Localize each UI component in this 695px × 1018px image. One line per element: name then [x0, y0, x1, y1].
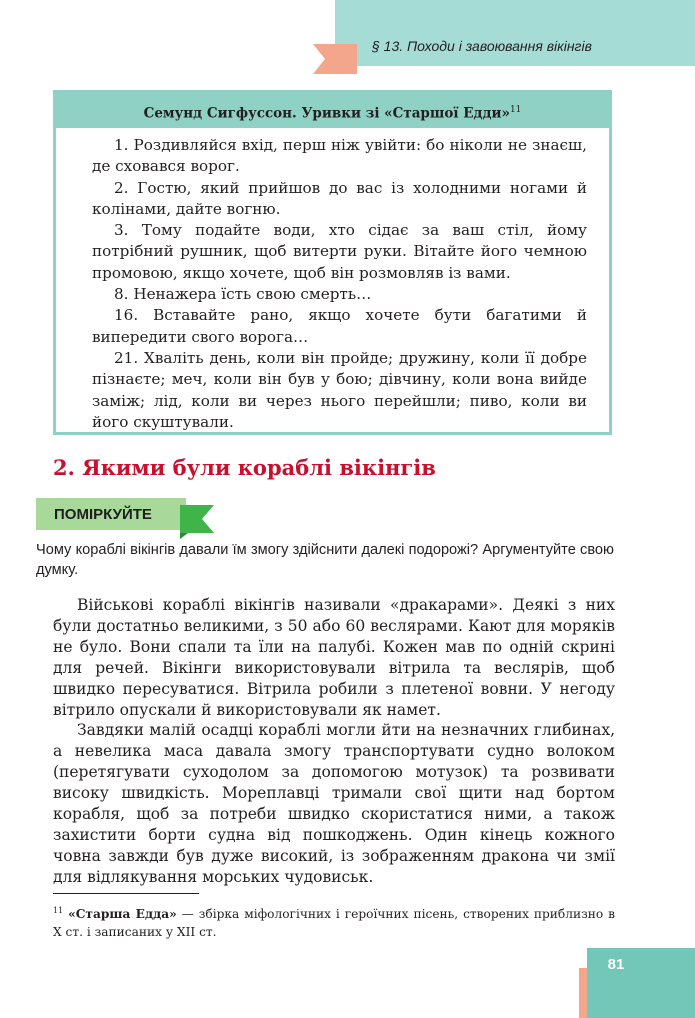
header-bar: [335, 0, 695, 66]
footnote: [53, 902, 615, 941]
body-paragraph: Військові кораблі вікінгів називали «дракарами». Деякі з них були достатньо великими, з 50 або 60 веслярами. Кают для моряків не було. Вони спали та їли на палубі. Кожен мав по одній скрині для речей. Вікінги використовували вітрила та веслярів, щоб швидко пересуватися. Вітрила робили з плетеної вовни. У негоду вітрило опускали й використовували як намет.: [53, 596, 615, 719]
think-question: Чому кораблі вікінгів давали їм змогу здійснити далекі подорожі? Аргументуйте свою думку.: [36, 542, 614, 578]
footnote-term: «Старша Едда»: [68, 907, 177, 922]
header-ribbon-icon: [313, 44, 357, 74]
quote-paragraph: 3. Тому подайте води, хто сідає за ваш стіл, йому потрібний рушник, щоб витерти руки. Вітайте його чемною промовою, якщо хочете, щоб він розмовляв із вами.: [92, 221, 587, 282]
chapter-title: § 13. Походи і завоювання вікінгів: [372, 38, 592, 54]
source-title: [56, 93, 609, 128]
page-number: 81: [607, 956, 625, 973]
quote-paragraph: 8. Ненажера їсть свою смерть…: [114, 285, 372, 304]
footnote-number: 11: [53, 906, 64, 915]
body-text: [53, 595, 615, 888]
source-title-text: Семунд Сигфуссон. Уривки зі «Старшої Едди»: [143, 105, 510, 122]
footnote-text: — збірка міфологічних і героїчних пісень, створених приблизно в X ст. і записаних у XII ст.: [53, 907, 616, 939]
quote-paragraph: 16. Вставайте рано, якщо хочете бути багатими й випередити свого ворога…: [92, 306, 587, 346]
think-label: ПОМІРКУЙТЕ: [36, 498, 186, 530]
quote-paragraph: 1. Роздивляйся вхід, перш ніж увійти: бо ніколи не знаєш, де сховався ворог.: [92, 136, 587, 176]
quote-paragraph: 21. Хваліть день, коли він пройде; дружину, коли її добре пізнаєте; меч, коли він був у бою; дівчину, коли вона вийде заміж; лід, коли ви через нього перейшли; пиво, коли ви його скуштували.: [92, 348, 587, 431]
quote-text: [66, 128, 609, 432]
section-heading: 2. Якими були кораблі вікінгів: [53, 455, 436, 480]
source-box: [53, 90, 612, 435]
body-paragraph: Завдяки малій осадці кораблі могли йти на незначних глибинах, а невелика маса давала змогу транспортувати судно волоком (перетягувати суходолом за допомогою мотузок) та розвивати високу швидкість. Мореплавці тримали свої щити над бортом корабля, щоб за потреби швидко скористатися ними, а також захистити борти судна від пошкоджень. Один кінець кожного човна завжди був дуже високий, із зображенням дракона чи змії для відлякування морських чудовиськ.: [53, 721, 615, 886]
quote-paragraph: 2. Гостю, який прийшов до вас із холодними ногами й колінами, дайте вогню.: [92, 178, 587, 218]
footnote-divider: [53, 893, 199, 894]
flag-icon: [180, 505, 214, 539]
footnote-ref: 11: [509, 105, 522, 115]
